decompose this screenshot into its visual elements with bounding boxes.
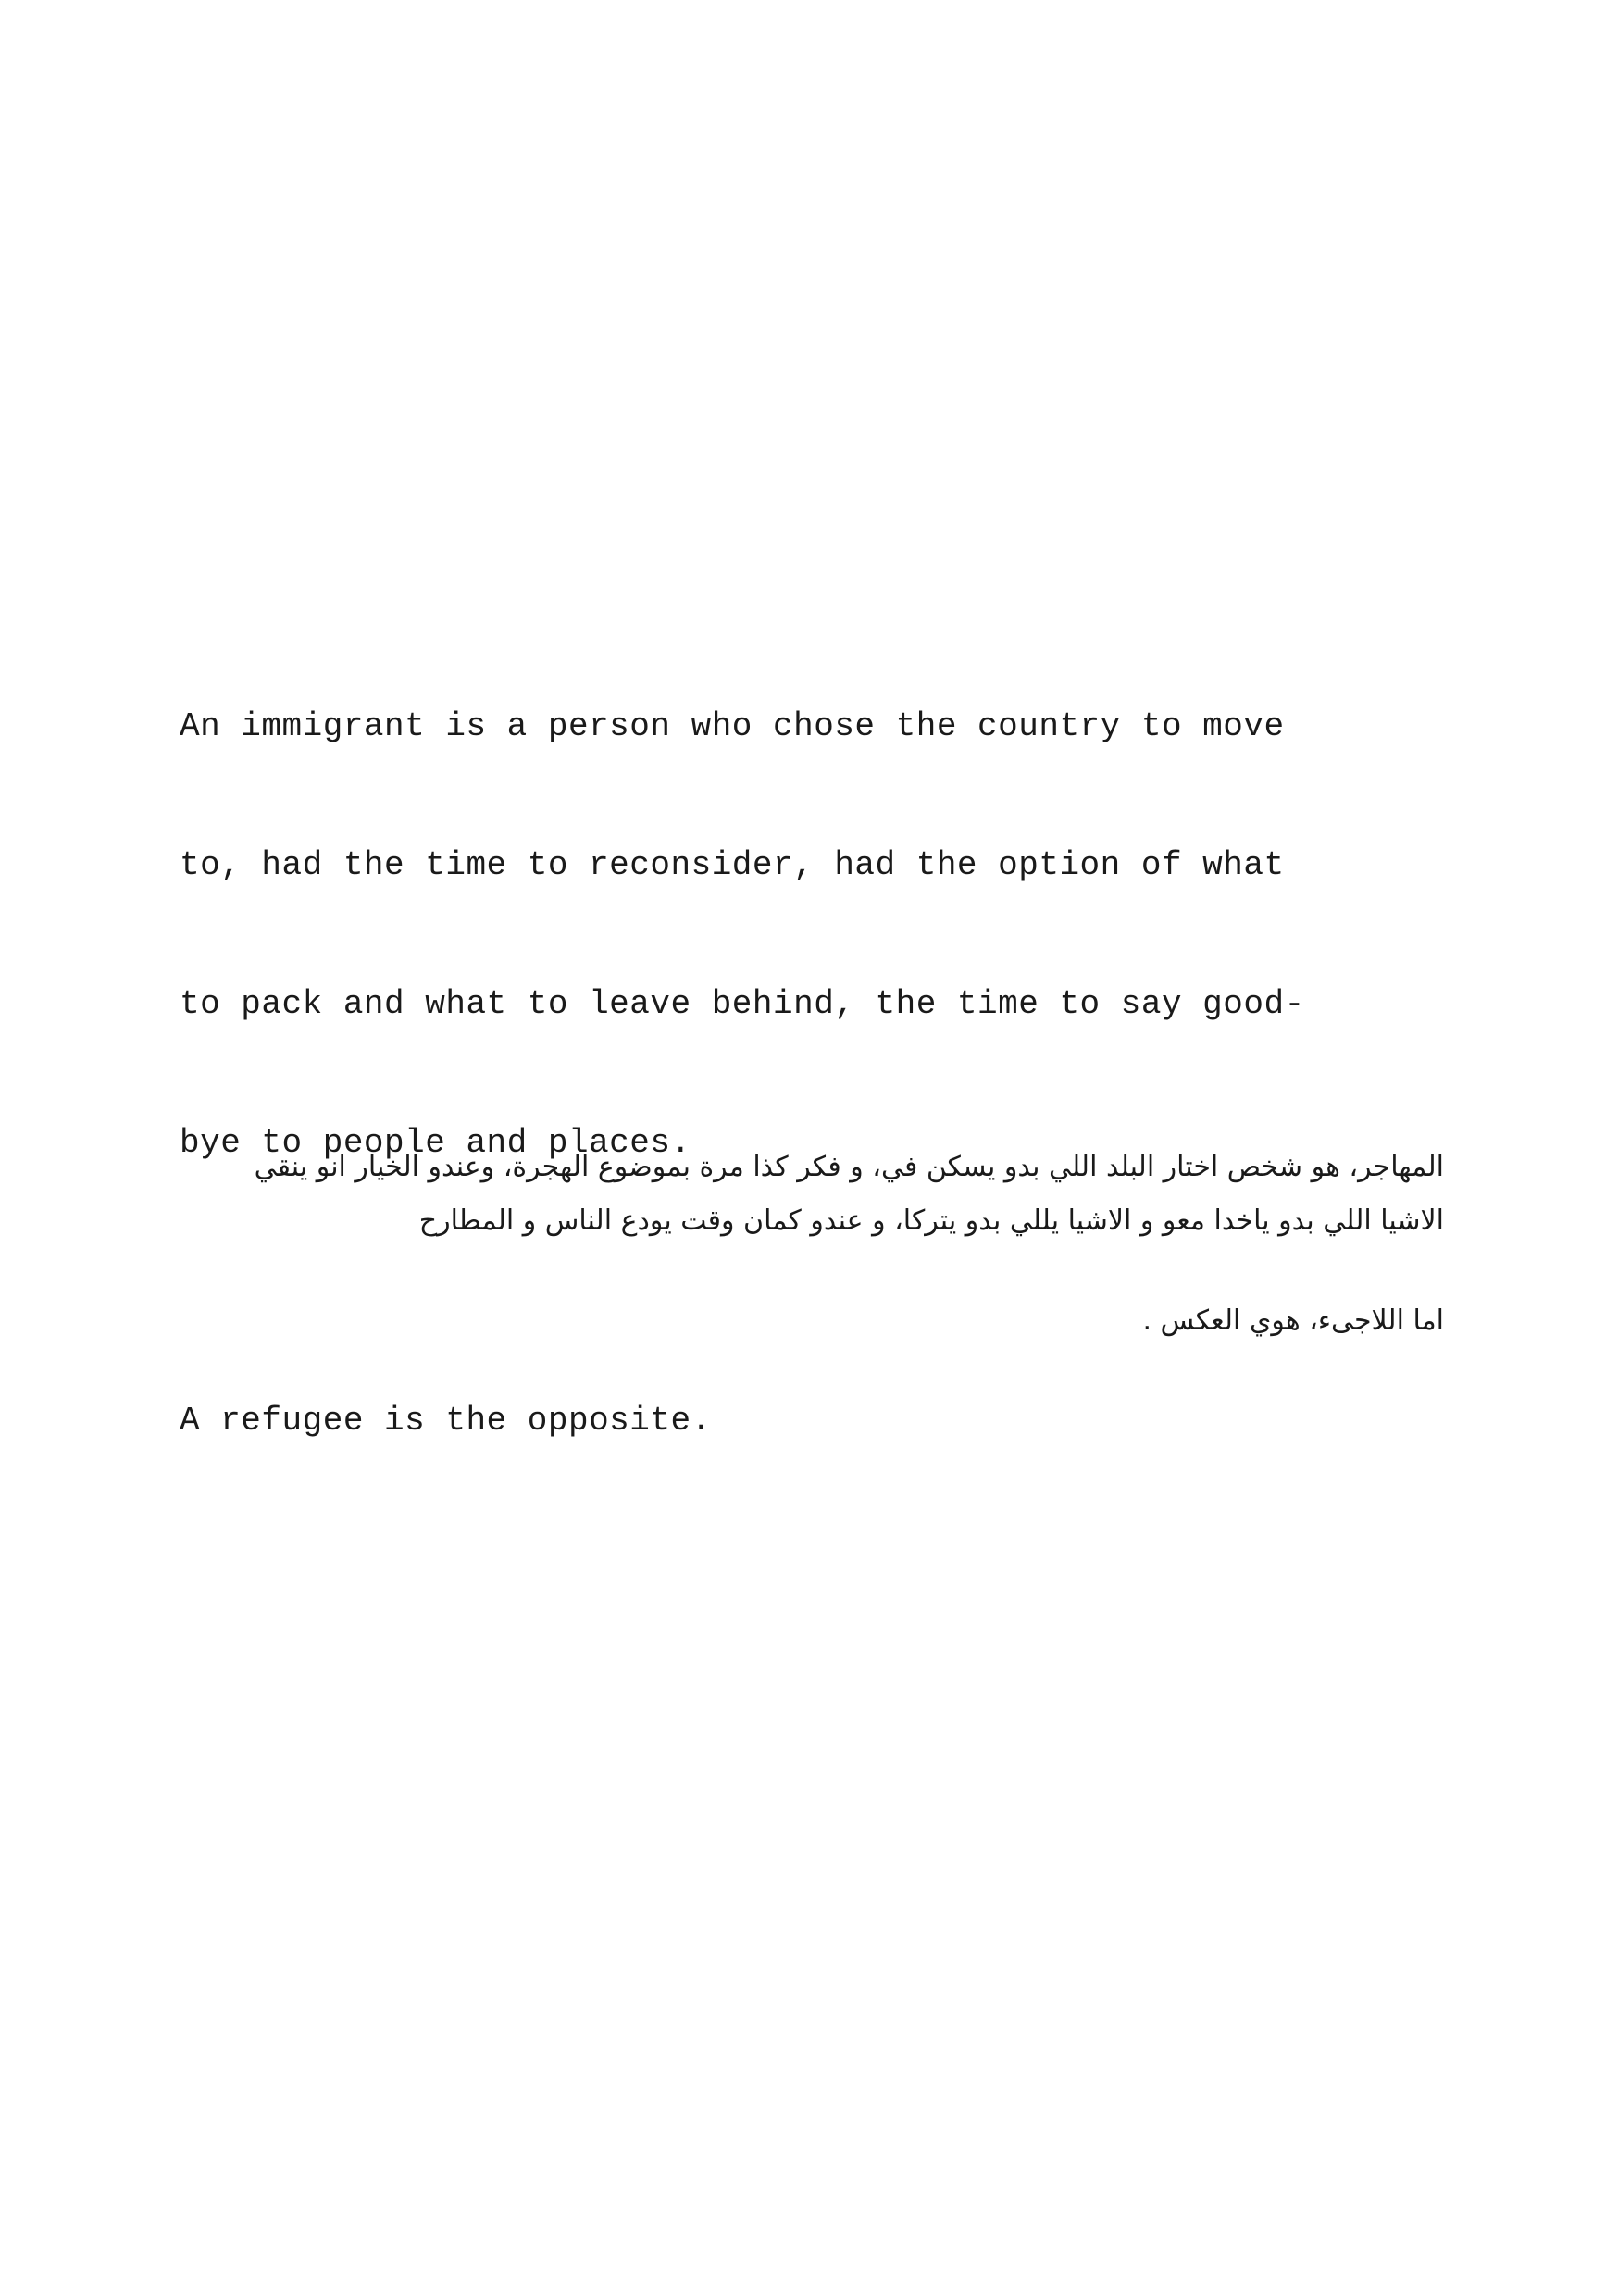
- english-line: to, had the time to reconsider, had the option of what: [180, 846, 1285, 884]
- paragraph-gap: [167, 1248, 1444, 1294]
- english-closing-line: A refugee is the opposite.: [180, 1402, 712, 1440]
- english-line: bye to people and places.: [180, 1124, 691, 1162]
- english-line: to pack and what to leave behind, the time to say good-: [180, 985, 1305, 1023]
- arabic-line: الاشيا اللي بدو ياخدا معو و الاشيا يللي بدو يتركا، و عندو كمان وقت يودع الناس و المطارح: [418, 1204, 1444, 1237]
- english-text-block: [180, 611, 1475, 1491]
- arabic-closing-line: اما اللاجىء، هوي العكس .: [1142, 1304, 1444, 1337]
- arabic-text-block: [167, 1141, 1444, 1348]
- arabic-line: المهاجر، هو شخص اختار البلد اللي بدو يسكن في، و فكر كذا مرة بموضوع الهجرة، وعندو الخيار انو ينقي: [254, 1151, 1444, 1183]
- english-line: An immigrant is a person who chose the country to move: [180, 707, 1285, 745]
